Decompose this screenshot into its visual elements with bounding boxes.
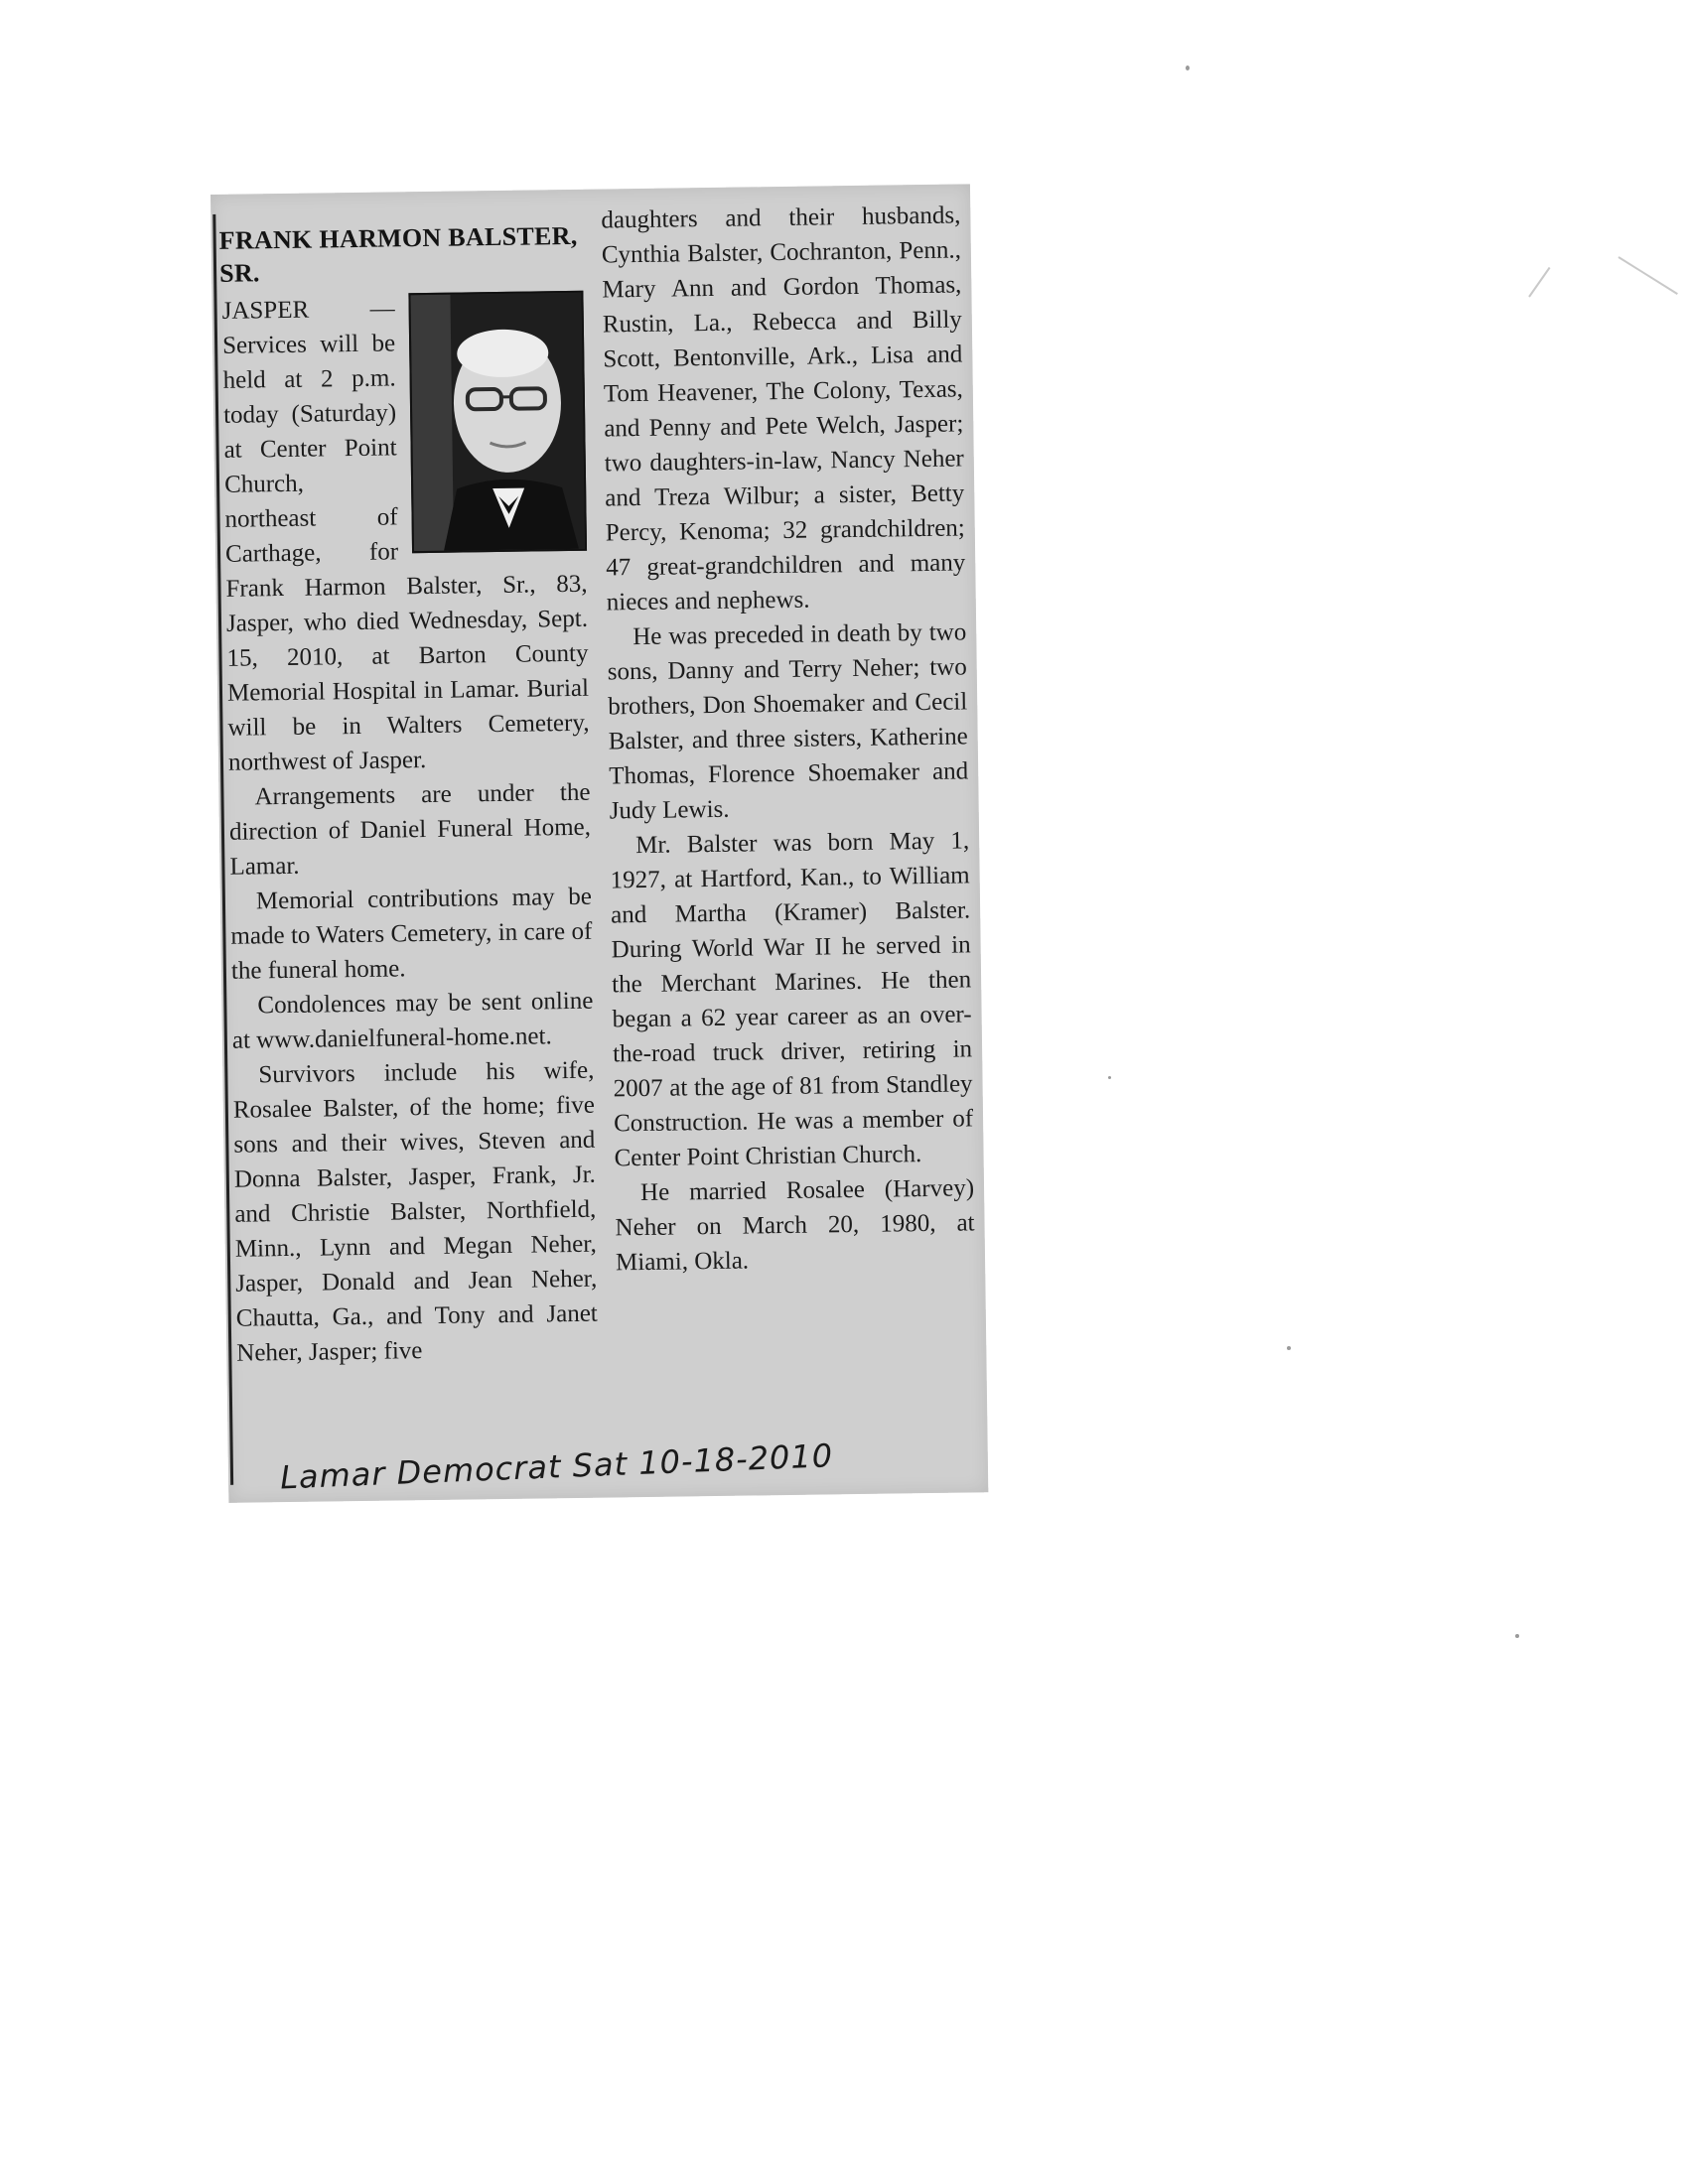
newspaper-clipping	[211, 184, 988, 1503]
dateline: JASPER —	[221, 295, 395, 325]
paragraph: He married Rosalee (Harvey) Neher on March 20, 1980, at Miami, Okla.	[615, 1174, 975, 1277]
paragraph: Condolences may be sent online at www.danielfuneral-home.net.	[231, 987, 594, 1054]
paragraph: daughters and their husbands, Cynthia Balster, Cochranton, Penn., Mary Ann and Gordon Thomas, Rustin, La., Rebecca and Billy Scott, Bentonville, Ark., Lisa and Tom Heavener, The Colony, Texas, and Penny and Pete Welch, Jasper; two daughters-in-law, Nancy Neher and Treza Wilbur; a sister, Betty Percy, Kenoma; 32 grandchildren; 47 great-grandchildren and many nieces and nephews.	[601, 202, 966, 616]
paragraph: Mr. Balster was born May 1, 1927, at Hartford, Kan., to William and Martha (Kramer) Balster. During World War II he served in the Merchant Marines. He then began a 62 year career as an over-the-road truck driver, retiring in 2007 at the age of 81 from Standley Construction. He was a member of Center Point Christian Church.	[610, 827, 974, 1172]
scan-scratch	[1618, 256, 1677, 295]
paragraph: He was preceded in death by two sons, Danny and Terry Neher; two brothers, Don Shoemaker and Cecil Balster, and three sisters, Katherine Thomas, Florence Shoemaker and Judy Lewis.	[607, 618, 969, 825]
obituary-headline: FRANK HARMON BALSTER, SR.	[218, 220, 578, 288]
paragraph: Arrangements are under the direction of Daniel Funeral Home, Lamar.	[228, 778, 592, 881]
text-column-2	[601, 198, 975, 1280]
scan-speck	[1108, 1076, 1111, 1079]
paragraph: Survivors include his wife, Rosalee Balster, of the home; five sons and their wives, Steven and Donna Balster, Jasper, Frank, Jr. and Christie Balster, Northfield, Minn., Lynn and Megan Neher, Jasper, Donald and Jean Neher, Chautta, Ga., and Tony and Janet Neher, Jasper; five	[232, 1056, 598, 1367]
scan-scratch	[1528, 267, 1550, 298]
scan-speck	[1515, 1634, 1519, 1638]
text-column-1	[221, 289, 598, 1371]
portrait-photo-image	[410, 293, 585, 551]
paragraph: Services will be held at 2 p.m. today (Saturday) at Center Point Church, northeast of Carthage, for Frank Harmon Balster, Sr., 83, Jasper, who died Wednesday, Sept. 15, 2010, at Barton County Memorial Hospital in Lamar. Burial will be in Walters Cemetery, northwest of Jasper.	[221, 330, 590, 776]
portrait-photo	[408, 291, 587, 553]
paragraph: Memorial contributions may be made to Waters Cemetery, in care of the funeral home.	[230, 883, 593, 985]
handwritten-source-note: Lamar Democrat Sat 10-18-2010	[279, 1436, 834, 1497]
scan-speck	[1186, 66, 1190, 70]
scan-speck	[1287, 1346, 1291, 1350]
